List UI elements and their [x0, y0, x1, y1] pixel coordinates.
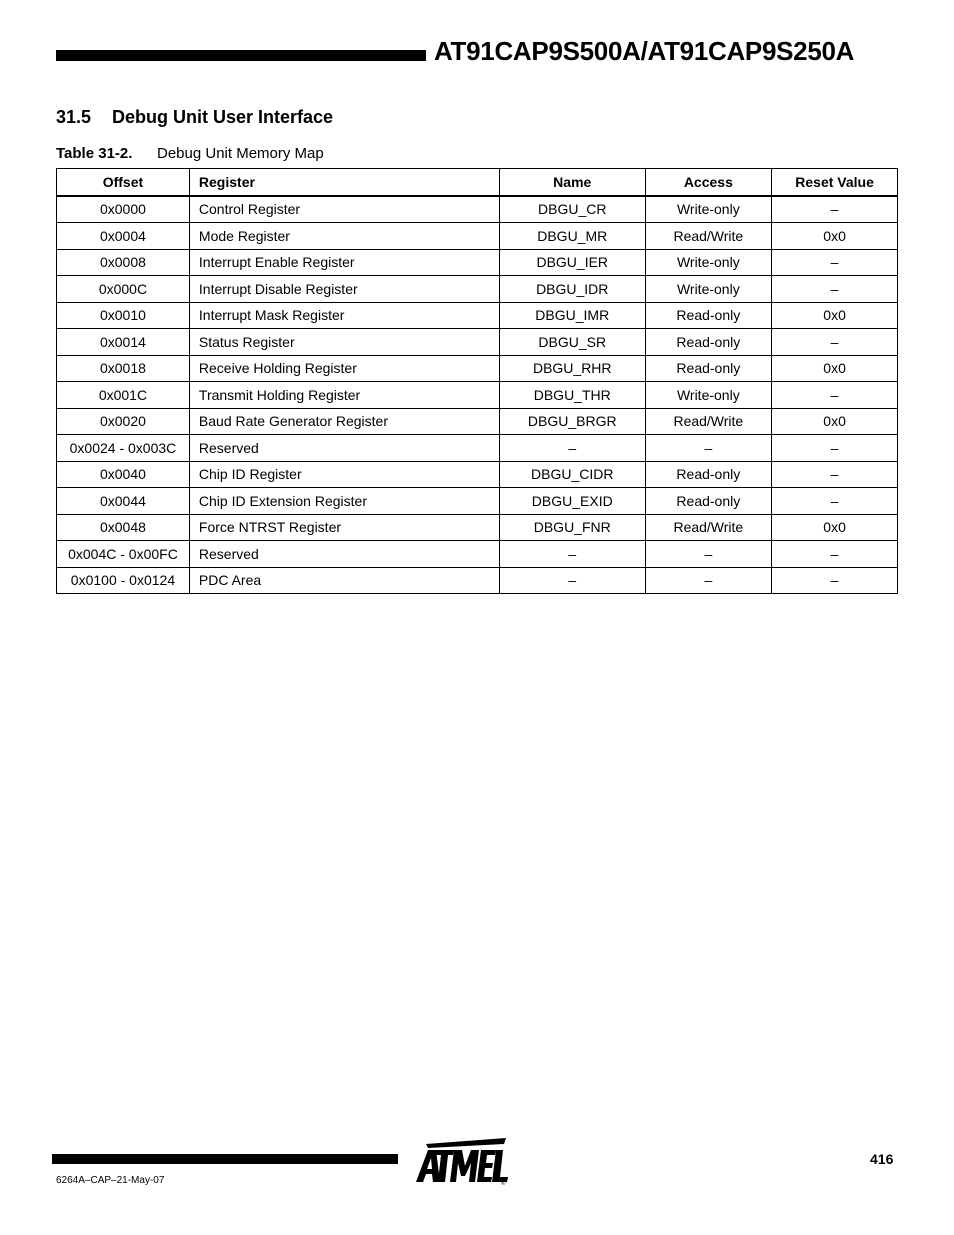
access-cell: Write-only — [645, 382, 772, 409]
name-cell: DBGU_BRGR — [499, 408, 645, 435]
page-number: 416 — [870, 1151, 894, 1167]
access-cell: Write-only — [645, 249, 772, 276]
table-row — [57, 223, 898, 250]
offset-cell: 0x001C — [57, 382, 190, 409]
name-cell: DBGU_RHR — [499, 355, 645, 382]
column-header-offset: Offset — [57, 169, 190, 196]
reset-value-cell: – — [772, 567, 898, 594]
table-row — [57, 435, 898, 462]
column-header-access: Access — [645, 169, 772, 196]
section-number: 31.5 — [56, 107, 92, 127]
reset-value-cell: 0x0 — [772, 302, 898, 329]
offset-cell: 0x0040 — [57, 461, 190, 488]
table-row — [57, 514, 898, 541]
reset-value-cell: 0x0 — [772, 408, 898, 435]
registered-mark: ® — [501, 1181, 506, 1186]
register-cell: Reserved — [189, 435, 499, 462]
reset-value-cell: 0x0 — [772, 355, 898, 382]
register-cell: Interrupt Mask Register — [189, 302, 499, 329]
name-cell: DBGU_CIDR — [499, 461, 645, 488]
section-title: Debug Unit User Interface — [112, 107, 334, 127]
reset-value-cell: – — [772, 541, 898, 568]
register-cell: Chip ID Register — [189, 461, 499, 488]
reset-value-cell: 0x0 — [772, 223, 898, 250]
register-cell: Receive Holding Register — [189, 355, 499, 382]
offset-cell: 0x000C — [57, 276, 190, 303]
column-header-reset-value: Reset Value — [772, 169, 898, 196]
name-cell: DBGU_IER — [499, 249, 645, 276]
name-cell: – — [499, 435, 645, 462]
access-cell: – — [645, 541, 772, 568]
name-cell: – — [499, 567, 645, 594]
access-cell: Read/Write — [645, 514, 772, 541]
reset-value-cell: – — [772, 488, 898, 515]
table-row — [57, 408, 898, 435]
table-caption-label: Table 31-2. — [56, 145, 133, 162]
offset-cell: 0x0048 — [57, 514, 190, 541]
offset-cell: 0x0010 — [57, 302, 190, 329]
access-cell: Write-only — [645, 276, 772, 303]
table-body — [57, 196, 898, 594]
table-row — [57, 302, 898, 329]
offset-cell: 0x0044 — [57, 488, 190, 515]
name-cell: DBGU_MR — [499, 223, 645, 250]
offset-cell: 0x0024 - 0x003C — [57, 435, 190, 462]
access-cell: – — [645, 435, 772, 462]
register-cell: Status Register — [189, 329, 499, 356]
memory-map-table — [56, 168, 898, 594]
access-cell: Read-only — [645, 302, 772, 329]
offset-cell: 0x0004 — [57, 223, 190, 250]
access-cell: – — [645, 567, 772, 594]
register-cell: Force NTRST Register — [189, 514, 499, 541]
access-cell: Read-only — [645, 461, 772, 488]
reset-value-cell: – — [772, 461, 898, 488]
offset-cell: 0x0018 — [57, 355, 190, 382]
name-cell: DBGU_IMR — [499, 302, 645, 329]
register-cell: Interrupt Enable Register — [189, 249, 499, 276]
name-cell: DBGU_THR — [499, 382, 645, 409]
table-caption — [56, 145, 324, 162]
reset-value-cell: – — [772, 276, 898, 303]
column-header-name: Name — [499, 169, 645, 196]
table-row — [57, 329, 898, 356]
table-row — [57, 355, 898, 382]
register-cell: Mode Register — [189, 223, 499, 250]
table-caption-title: Debug Unit Memory Map — [157, 145, 324, 162]
reset-value-cell: – — [772, 382, 898, 409]
access-cell: Read/Write — [645, 223, 772, 250]
register-cell: Baud Rate Generator Register — [189, 408, 499, 435]
register-cell: Control Register — [189, 196, 499, 223]
header-rule — [56, 50, 426, 61]
table-row — [57, 196, 898, 223]
table-row — [57, 249, 898, 276]
register-cell: Interrupt Disable Register — [189, 276, 499, 303]
name-cell: DBGU_CR — [499, 196, 645, 223]
table-row — [57, 382, 898, 409]
column-header-register: Register — [189, 169, 499, 196]
table-row — [57, 276, 898, 303]
access-cell: Read-only — [645, 355, 772, 382]
name-cell: – — [499, 541, 645, 568]
access-cell: Read-only — [645, 488, 772, 515]
reset-value-cell: 0x0 — [772, 514, 898, 541]
document-title: AT91CAP9S500A/AT91CAP9S250A — [434, 36, 855, 66]
reset-value-cell: – — [772, 435, 898, 462]
document-id: 6264A–CAP–21-May-07 — [56, 1175, 165, 1186]
name-cell: DBGU_FNR — [499, 514, 645, 541]
name-cell: DBGU_SR — [499, 329, 645, 356]
table-row — [57, 567, 898, 594]
table-row — [57, 541, 898, 568]
offset-cell: 0x0020 — [57, 408, 190, 435]
register-cell: Chip ID Extension Register — [189, 488, 499, 515]
reset-value-cell: – — [772, 249, 898, 276]
reset-value-cell: – — [772, 329, 898, 356]
table-row — [57, 488, 898, 515]
offset-cell: 0x0100 - 0x0124 — [57, 567, 190, 594]
table-header-row — [57, 169, 898, 196]
access-cell: Read-only — [645, 329, 772, 356]
table-row — [57, 461, 898, 488]
name-cell: DBGU_EXID — [499, 488, 645, 515]
reset-value-cell: – — [772, 196, 898, 223]
offset-cell: 0x0008 — [57, 249, 190, 276]
access-cell: Write-only — [645, 196, 772, 223]
name-cell: DBGU_IDR — [499, 276, 645, 303]
offset-cell: 0x0000 — [57, 196, 190, 223]
offset-cell: 0x004C - 0x00FC — [57, 541, 190, 568]
footer-rule — [52, 1154, 398, 1164]
register-cell: PDC Area — [189, 567, 499, 594]
register-cell: Transmit Holding Register — [189, 382, 499, 409]
register-cell: Reserved — [189, 541, 499, 568]
atmel-logo — [412, 1136, 512, 1186]
offset-cell: 0x0014 — [57, 329, 190, 356]
access-cell: Read/Write — [645, 408, 772, 435]
section-heading — [56, 107, 333, 128]
